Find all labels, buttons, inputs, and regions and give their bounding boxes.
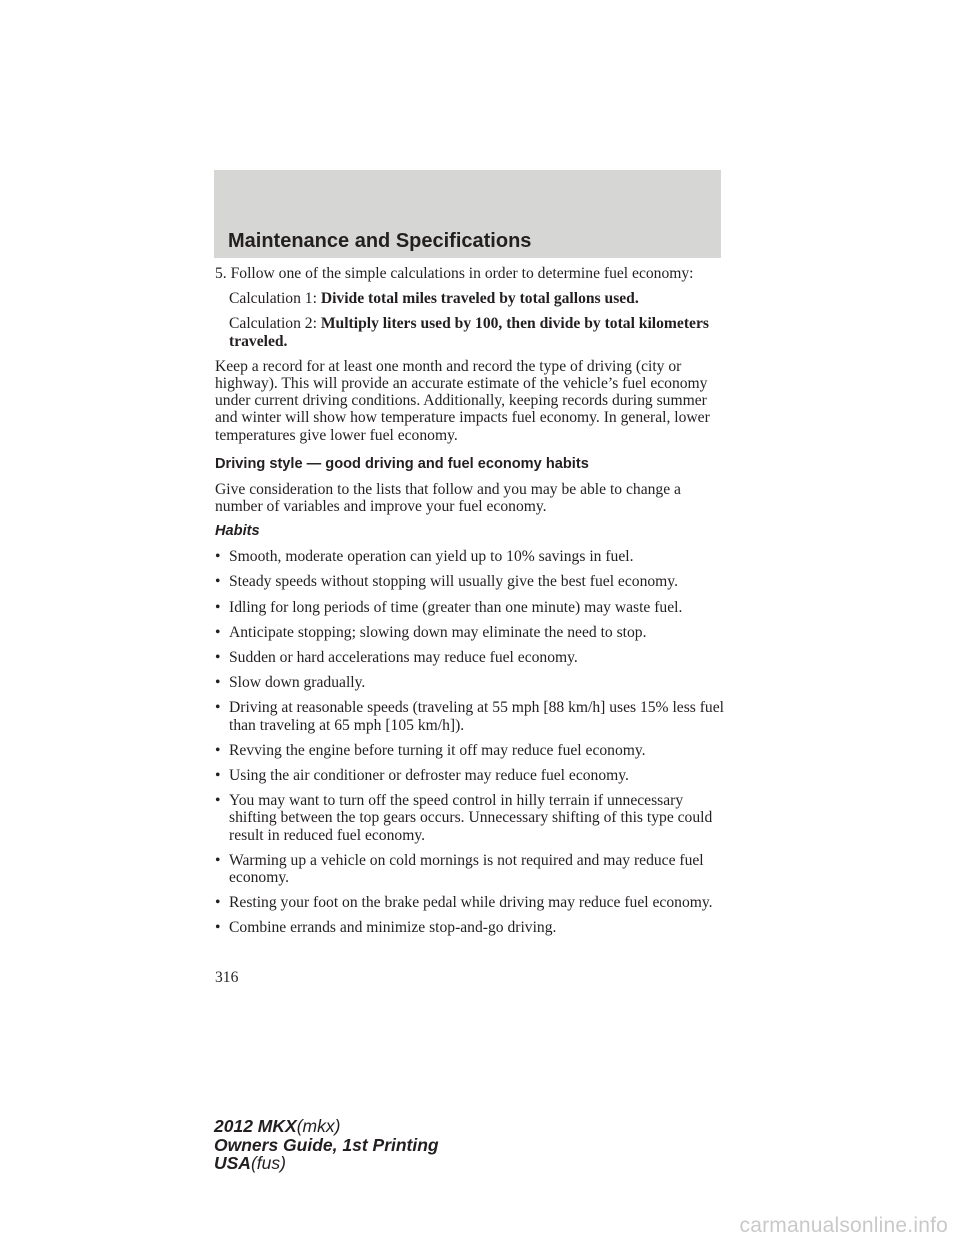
bullet: • <box>215 792 221 810</box>
list-item <box>215 767 725 784</box>
list-item-text: Anticipate stopping; slowing down may eliminate the need to stop. <box>229 623 647 641</box>
page-content <box>215 265 725 937</box>
bullet: • <box>215 649 221 667</box>
calculation-1 <box>215 290 725 307</box>
calculation-1-text: Divide total miles traveled by total gallons used. <box>320 290 639 308</box>
calculation-2 <box>215 315 725 349</box>
list-item-text: Resting your foot on the brake pedal while driving may reduce fuel economy. <box>229 894 713 912</box>
list-item-text: Revving the engine before turning it off may reduce fuel economy. <box>229 741 646 759</box>
list-item-text: Using the air conditioner or defroster may reduce fuel economy. <box>229 767 629 785</box>
calculation-1-label: Calculation 1: <box>229 290 317 308</box>
calculation-2-text: Multiply liters used by 100, then divide by total kilometers traveled. <box>229 315 709 350</box>
list-item <box>215 742 725 759</box>
list-item-text: Steady speeds without stopping will usually give the best fuel economy. <box>229 573 678 591</box>
watermark-link[interactable]: carmanualsonline.info <box>739 1214 948 1237</box>
list-item-text: Warming up a vehicle on cold mornings is not required and may reduce fuel economy. <box>229 851 704 887</box>
list-item <box>215 548 725 565</box>
habits-heading: Habits <box>215 523 260 540</box>
list-item-text: Sudden or hard accelerations may reduce fuel economy. <box>229 649 578 667</box>
footer-line-3 <box>214 1154 439 1173</box>
list-item <box>215 699 725 733</box>
section-header-band <box>214 170 721 258</box>
bullet: • <box>215 623 221 641</box>
list-item-text: You may want to turn off the speed control in hilly terrain if unnecessary shifting between the top gears occurs. Unnecessary shifting of this type could result in reduced fuel economy. <box>229 792 713 844</box>
print-footer <box>214 1117 439 1173</box>
footer-guide: Owners Guide, 1st Printing <box>214 1134 439 1155</box>
bullet: • <box>215 894 221 912</box>
bullet: • <box>215 851 221 869</box>
footer-model-code: (mkx) <box>296 1116 341 1136</box>
list-item <box>215 573 725 590</box>
list-item <box>215 599 725 616</box>
list-item <box>215 852 725 886</box>
habits-list <box>215 548 725 936</box>
record-paragraph: Keep a record for at least one month and record the type of driving (city or highway). This will provide an accurate estimate of the vehicle’s fuel economy under current driving conditions. Additionally, keeping records during summer and winter will show how temperature impacts fuel economy. In general, lower temperatures give lower fuel economy. <box>215 357 710 444</box>
section-intro: Give consideration to the lists that follow and you may be able to change a number of variables and improve your fuel economy. <box>215 480 681 516</box>
bullet: • <box>215 674 221 692</box>
bullet: • <box>215 598 221 616</box>
list-item-text: Driving at reasonable speeds (traveling at 55 mph [88 km/h] uses 15% less fuel than traveling at 65 mph [105 km/h]). <box>229 699 724 734</box>
bullet: • <box>215 919 221 937</box>
footer-market-code: (fus) <box>250 1153 286 1173</box>
list-item <box>215 674 725 691</box>
bullet: • <box>215 699 221 717</box>
footer-line-1 <box>214 1117 439 1136</box>
bullet: • <box>215 573 221 591</box>
intro-paragraph: 5. Follow one of the simple calculations in order to determine fuel economy: <box>215 265 694 282</box>
list-item <box>215 894 725 911</box>
page-number: 316 <box>215 969 239 986</box>
list-item-text: Idling for long periods of time (greater than one minute) may waste fuel. <box>229 598 683 616</box>
list-item-text: Combine errands and minimize stop-and-go driving. <box>229 919 557 937</box>
footer-model: 2012 MKX <box>214 1116 297 1136</box>
section-heading: Driving style — good driving and fuel economy habits <box>215 455 589 472</box>
bullet: • <box>215 767 221 785</box>
list-item <box>215 624 725 641</box>
bullet: • <box>215 741 221 759</box>
list-item-text: Smooth, moderate operation can yield up to 10% savings in fuel. <box>229 548 634 566</box>
bullet: • <box>215 548 221 566</box>
list-item <box>215 792 725 844</box>
list-item-text: Slow down gradually. <box>229 674 366 692</box>
list-item <box>215 649 725 666</box>
list-item <box>215 919 725 936</box>
footer-line-2 <box>214 1136 439 1155</box>
footer-market: USA <box>214 1153 251 1173</box>
section-title: Maintenance and Specifications <box>228 230 532 252</box>
calculation-2-label: Calculation 2: <box>229 315 317 333</box>
